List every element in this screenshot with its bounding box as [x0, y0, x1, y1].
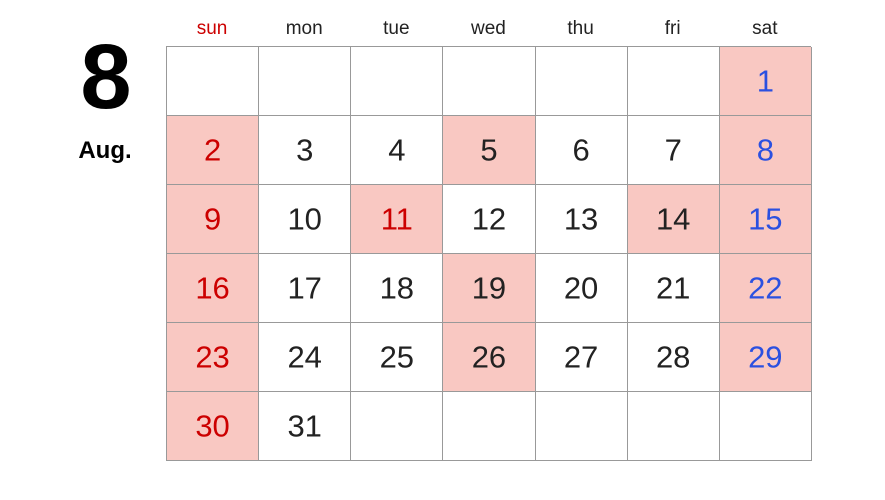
calendar-cell-day[interactable]: [628, 254, 720, 323]
day-number: 3: [296, 132, 314, 168]
day-number: 13: [563, 201, 599, 237]
calendar-cell-empty: [351, 392, 443, 461]
day-number: 7: [664, 132, 682, 168]
day-number: 29: [748, 339, 783, 375]
calendar-cell-day[interactable]: [720, 254, 812, 323]
calendar-cell-empty: [443, 392, 535, 461]
day-number: 10: [287, 201, 322, 237]
day-number: 15: [748, 201, 783, 237]
calendar-cell-empty: [167, 47, 259, 116]
day-number: 24: [287, 339, 322, 375]
day-number: 21: [655, 270, 691, 306]
calendar-cell-day[interactable]: [167, 185, 259, 254]
weekday-label-sat: sat: [752, 18, 778, 39]
calendar-cell-day[interactable]: [351, 185, 443, 254]
calendar-cell-empty: [536, 392, 628, 461]
weekday-header-row: [166, 12, 811, 46]
calendar-cell-day[interactable]: [167, 323, 259, 392]
calendar-cell-empty: [259, 47, 351, 116]
day-number: 5: [480, 132, 498, 168]
calendar-cell-day[interactable]: [720, 323, 812, 392]
calendar-cell-day[interactable]: [443, 116, 535, 185]
day-number: 27: [563, 339, 599, 375]
calendar-cell-empty: [720, 392, 812, 461]
calendar-cell-empty: [628, 392, 720, 461]
calendar-cell-day[interactable]: [259, 185, 351, 254]
calendar-cell-empty: [628, 47, 720, 116]
month-number: 8: [80, 26, 130, 128]
calendar-cell-day[interactable]: [443, 254, 535, 323]
weekday-label-tue: tue: [383, 18, 410, 39]
weekday-label-mon: mon: [285, 18, 323, 39]
day-number: 16: [195, 270, 230, 306]
day-number: 1: [756, 63, 774, 99]
calendar-cell-day[interactable]: [351, 116, 443, 185]
calendar-cell-day[interactable]: [536, 116, 628, 185]
day-number: 12: [471, 201, 507, 237]
day-number: 4: [388, 132, 406, 168]
calendar-cell-day[interactable]: [259, 392, 351, 461]
day-number: 30: [195, 408, 230, 444]
calendar-cell-day[interactable]: [351, 254, 443, 323]
day-number: 31: [287, 408, 322, 444]
calendar-grid-container: [166, 12, 811, 461]
calendar-cell-day[interactable]: [536, 323, 628, 392]
calendar-grid: [166, 46, 811, 461]
calendar-cell-day[interactable]: [259, 116, 351, 185]
calendar-cell-day[interactable]: [628, 185, 720, 254]
weekday-label-fri: fri: [664, 18, 681, 39]
calendar-cell-day[interactable]: [720, 116, 812, 185]
weekday-label-thu: thu: [567, 18, 594, 39]
day-number: 23: [195, 339, 230, 375]
day-number: 18: [379, 270, 415, 306]
calendar-cell-day[interactable]: [720, 47, 812, 116]
calendar-cell-day[interactable]: [536, 185, 628, 254]
calendar-cell-day[interactable]: [259, 254, 351, 323]
day-number: 17: [287, 270, 322, 306]
day-number: 9: [203, 201, 222, 237]
calendar-cell-day[interactable]: [167, 392, 259, 461]
month-block: [50, 26, 160, 165]
calendar-cell-day[interactable]: [536, 254, 628, 323]
calendar-cell-day[interactable]: [720, 185, 812, 254]
day-number: 11: [380, 201, 413, 237]
weekday-label-sun: sun: [196, 18, 228, 39]
month-name: Aug.: [78, 137, 132, 165]
day-number: 19: [471, 270, 507, 306]
calendar-cell-day[interactable]: [167, 254, 259, 323]
calendar-cell-empty: [351, 47, 443, 116]
calendar-cell-day[interactable]: [167, 116, 259, 185]
day-number: 22: [748, 270, 783, 306]
calendar-cell-empty: [536, 47, 628, 116]
calendar-cell-day[interactable]: [351, 323, 443, 392]
calendar-cell-day[interactable]: [443, 323, 535, 392]
calendar-cell-day[interactable]: [628, 116, 720, 185]
day-number: 20: [563, 270, 599, 306]
weekday-label-wed: wed: [471, 18, 506, 39]
calendar-cell-empty: [443, 47, 535, 116]
day-number: 8: [756, 132, 774, 168]
calendar-cell-day[interactable]: [443, 185, 535, 254]
day-number: 6: [572, 132, 590, 168]
day-number: 14: [655, 201, 691, 237]
calendar-cell-day[interactable]: [628, 323, 720, 392]
day-number: 26: [471, 339, 507, 375]
day-number: 28: [655, 339, 691, 375]
day-number: 2: [203, 132, 222, 168]
calendar-cell-day[interactable]: [259, 323, 351, 392]
day-number: 25: [379, 339, 415, 375]
